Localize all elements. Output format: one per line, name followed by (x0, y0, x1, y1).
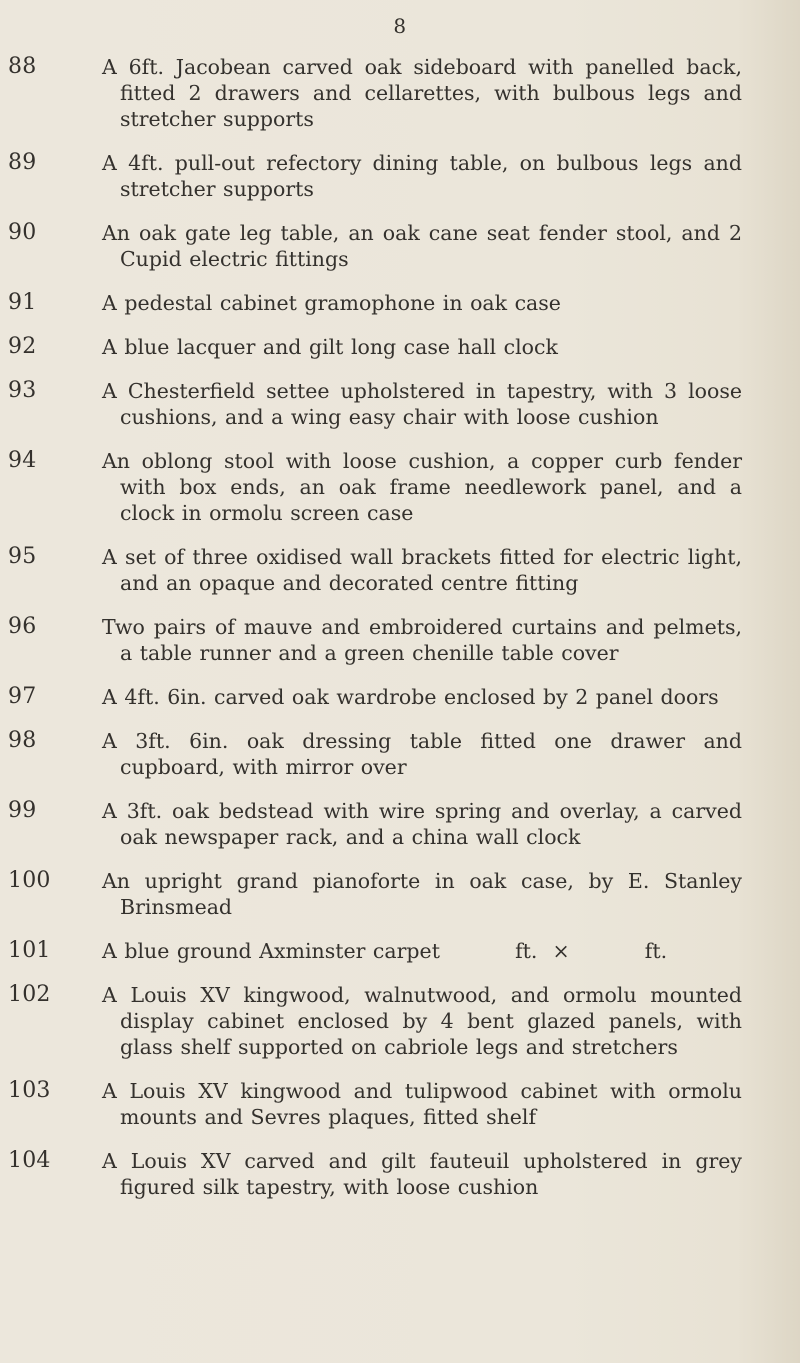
lot-number: 92 (8, 334, 37, 359)
lot-description: A 3ft. oak bedstead with wire spring and overlay, a carved oak newspaper rack, and a china wall clock (102, 799, 742, 849)
lot-entry (0, 290, 800, 316)
lot-entry (0, 544, 800, 596)
lot-entry (0, 798, 800, 850)
lot-entry (0, 728, 800, 780)
lot-entry (0, 982, 800, 1060)
lot-description: A set of three oxidised wall brackets fitted for electric light, and an opaque and decorated centre fitting (102, 545, 742, 595)
lot-number: 91 (8, 290, 37, 315)
lot-number: 93 (8, 378, 37, 403)
lot-description: A Chesterfield settee upholstered in tapestry, with 3 loose cushions, and a wing easy chair with loose cushion (102, 379, 742, 429)
lot-number: 100 (8, 868, 51, 893)
lot-number: 97 (8, 684, 37, 709)
lot-number: 94 (8, 448, 37, 473)
lot-entry (0, 684, 800, 710)
lot-entry (0, 868, 800, 920)
lot-description: Two pairs of mauve and embroidered curtains and pelmets, a table runner and a green chenille table cover (102, 615, 742, 665)
lot-entry (0, 614, 800, 666)
lot-number: 104 (8, 1148, 51, 1173)
lot-description: A Louis XV kingwood and tulipwood cabinet with ormolu mounts and Sevres plaques, fitted shelf (102, 1079, 742, 1129)
page-number: 8 (393, 14, 407, 38)
lot-number: 96 (8, 614, 37, 639)
lot-entry (0, 334, 800, 360)
lot-number: 101 (8, 938, 51, 963)
lot-description: A Louis XV kingwood, walnutwood, and ormolu mounted display cabinet enclosed by 4 bent glazed panels, with glass shelf supported on cabriole legs and stretchers (102, 983, 742, 1059)
lot-entry (0, 1078, 800, 1130)
lot-description: A 4ft. 6in. carved oak wardrobe enclosed by 2 panel doors (102, 685, 719, 709)
lot-description: A 3ft. 6in. oak dressing table fitted one drawer and cupboard, with mirror over (102, 729, 742, 779)
lot-entry (0, 1148, 800, 1200)
lot-number: 95 (8, 544, 37, 569)
lot-number: 102 (8, 982, 51, 1007)
lot-list (0, 54, 800, 1218)
lot-number: 103 (8, 1078, 51, 1103)
lot-entry (0, 448, 800, 526)
lot-number: 90 (8, 220, 37, 245)
lot-description: An upright grand pianoforte in oak case, by E. Stanley Brinsmead (102, 869, 742, 919)
lot-description: A pedestal cabinet gramophone in oak case (102, 291, 561, 315)
lot-description: A 6ft. Jacobean carved oak sideboard with panelled back, fitted 2 drawers and cellarettes, with bulbous legs and stretcher supports (102, 55, 742, 131)
lot-entry (0, 150, 800, 202)
lot-description: An oblong stool with loose cushion, a copper curb fender with box ends, an oak frame needlework panel, and a clock in ormolu screen case (102, 449, 742, 525)
lot-description: An oak gate leg table, an oak cane seat fender stool, and 2 Cupid electric fittings (102, 221, 742, 271)
lot-description: A blue ground Axminster carpet ft. × ft. (102, 939, 668, 963)
lot-entry (0, 938, 800, 964)
lot-description: A 4ft. pull-out refectory dining table, on bulbous legs and stretcher supports (102, 151, 742, 201)
lot-description: A blue lacquer and gilt long case hall clock (102, 335, 558, 359)
lot-entry (0, 378, 800, 430)
lot-number: 99 (8, 798, 37, 823)
lot-entry (0, 54, 800, 132)
lot-number: 98 (8, 728, 37, 753)
lot-number: 88 (8, 54, 37, 79)
lot-description: A Louis XV carved and gilt fauteuil upholstered in grey figured silk tapestry, with loose cushion (102, 1149, 742, 1199)
lot-entry (0, 220, 800, 272)
lot-number: 89 (8, 150, 37, 175)
